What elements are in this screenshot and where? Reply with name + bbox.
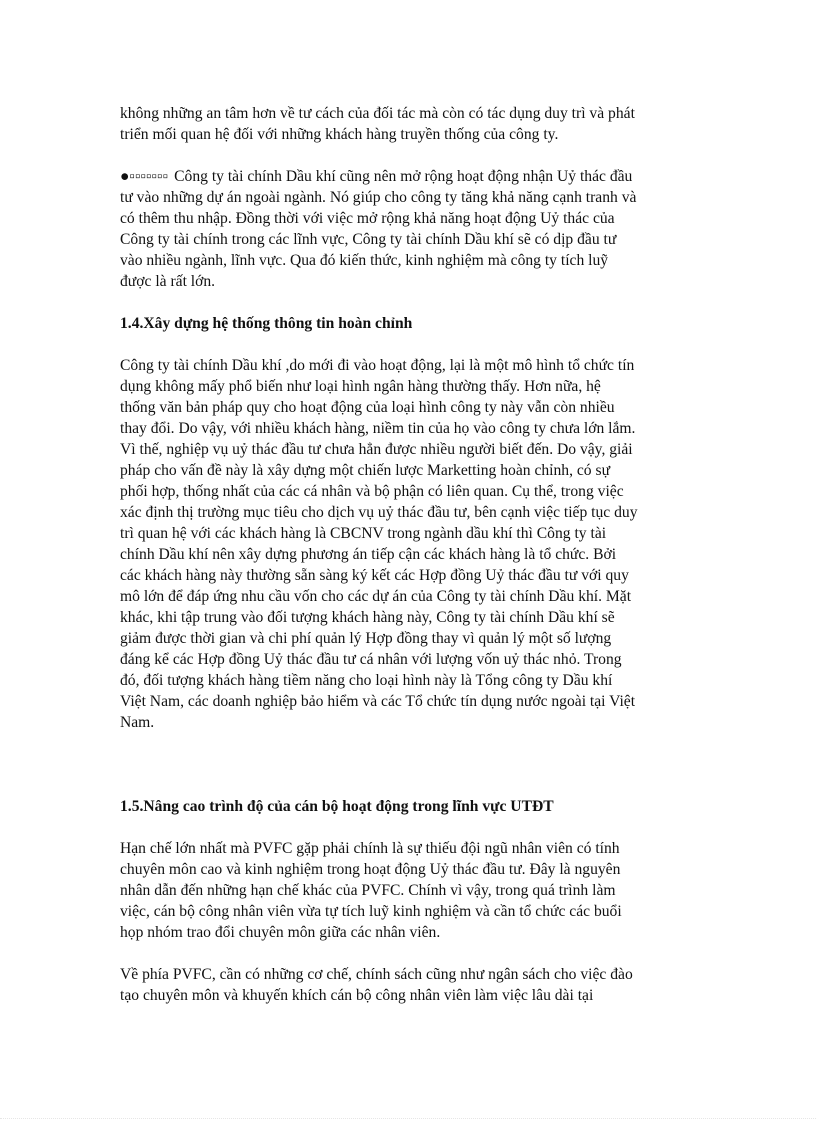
section-heading-1-4: 1.4.Xây dựng hệ thống thông tin hoàn chỉnh	[120, 315, 413, 332]
document-page	[120, 103, 696, 1006]
text-line: triển mối quan hệ đối với những khách hàng truyền thống của công ty.	[120, 126, 559, 143]
text-line: Hạn chế lớn nhất mà PVFC gặp phải chính là sự thiếu đội ngũ nhân viên có tính	[120, 840, 620, 857]
text-line: đáng kể các Hợp đồng Uỷ thác đầu tư cá nhân với lượng vốn uỷ thác nhỏ. Trong	[120, 651, 622, 668]
text-line: Công ty tài chính Dầu khí ,do mới đi vào hoạt động, lại là một mô hình tổ chức tín	[120, 357, 635, 374]
text-line: Công ty tài chính trong các lĩnh vực, Công ty tài chính Dầu khí sẽ có dịp đầu tư	[120, 231, 617, 248]
paragraph-last	[120, 964, 696, 1006]
section-heading-1-5: 1.5.Nâng cao trình độ của cán bộ hoạt động trong lĩnh vực UTĐT	[120, 798, 554, 815]
text-line: đó, đối tượng khách hàng tiềm năng cho loại hình này là Tổng công ty Dầu khí	[120, 672, 613, 689]
bullet-icon: ●▫▫▫▫▫▫▫	[120, 168, 169, 185]
text-line: tư vào những dự án ngoài ngành. Nó giúp cho công ty tăng khả năng cạnh tranh và	[120, 189, 637, 206]
paragraph-1-4	[120, 355, 696, 733]
text-line: Nam.	[120, 714, 155, 731]
text-line: chính Dầu khí nên xây dựng phương án tiếp cận các khách hàng là tổ chức. Bởi	[120, 546, 617, 563]
text-line: trì quan hệ với các khách hàng là CBCNV trong ngành dầu khí thì Công ty tài	[120, 525, 607, 542]
text-line: Việt Nam, các doanh nghiệp bảo hiểm và các Tổ chức tín dụng nước ngoài tại Việt	[120, 693, 636, 710]
text-line: có thêm thu nhập. Đồng thời với việc mở rộng khả năng hoạt động Uỷ thác của	[120, 210, 615, 227]
text-line: Về phía PVFC, cần có những cơ chế, chính sách cũng như ngân sách cho việc đào	[120, 966, 633, 983]
paragraph-continued	[120, 103, 696, 145]
text-line: phối hợp, thống nhất của các cá nhân và bộ phận có liên quan. Cụ thể, trong việc	[120, 483, 624, 500]
paragraph-bullet	[120, 166, 696, 292]
text-line: dụng không mấy phổ biến như loại hình ngân hàng thường thấy. Hơn nữa, hệ	[120, 378, 601, 395]
text-line: nhân dẫn đến những hạn chế khác của PVFC. Chính vì vậy, trong quá trình làm	[120, 882, 616, 899]
text-line: giảm được thời gian và chi phí quản lý Hợp đồng thay vì quản lý một số lượng	[120, 630, 612, 647]
text-line: pháp cho vấn đề này là xây dựng một chiến lược Marketting hoàn chỉnh, có sự	[120, 462, 611, 479]
page-bottom-divider	[0, 1118, 816, 1119]
text-line: vào nhiều ngành, lĩnh vực. Qua đó kiến thức, kinh nghiệm mà công ty tích luỹ	[120, 252, 609, 269]
text-line: tạo chuyên môn và khuyến khích cán bộ công nhân viên làm việc lâu dài tại	[120, 987, 594, 1004]
text-line: họp nhóm trao đổi chuyên môn giữa các nhân viên.	[120, 924, 441, 941]
text-line: thay đổi. Do vậy, với nhiều khách hàng, niềm tin của họ vào công ty chưa lớn lắm.	[120, 420, 636, 437]
text-line: thống văn bản pháp quy cho hoạt động của loại hình công ty này vẫn còn nhiều	[120, 399, 615, 416]
text-line: chuyên môn cao và kinh nghiệm trong hoạt động Uỷ thác đầu tư. Đây là nguyên	[120, 861, 621, 878]
text-line: không những an tâm hơn về tư cách của đối tác mà còn có tác dụng duy trì và phát	[120, 105, 635, 122]
text-line: khác, khi tập trung vào đối tượng khách hàng này, Công ty tài chính Dầu khí sẽ	[120, 609, 615, 626]
text-line	[120, 166, 696, 187]
text-line: Vì thế, nghiệp vụ uỷ thác đầu tư chưa hẳn được nhiều người biết đến. Do vậy, giải	[120, 441, 633, 458]
text-line: việc, cán bộ công nhân viên vừa tự tích luỹ kinh nghiệm và cần tổ chức các buổi	[120, 903, 622, 920]
bullet-text: Công ty tài chính Dầu khí cũng nên mở rộng hoạt động nhận Uỷ thác đầu	[174, 168, 633, 185]
text-line: xác định thị trường mục tiêu cho dịch vụ uỷ thác đầu tư, bên cạnh việc tiếp tục duy	[120, 504, 638, 521]
text-line: mô lớn để đáp ứng nhu cầu vốn cho các dự án của Công ty tài chính Dầu khí. Mặt	[120, 588, 632, 605]
text-line: được là rất lớn.	[120, 273, 216, 290]
text-line: các khách hàng này thường sẵn sàng ký kết các Hợp đồng Uỷ thác đầu tư với quy	[120, 567, 629, 584]
paragraph-1-5	[120, 838, 696, 943]
